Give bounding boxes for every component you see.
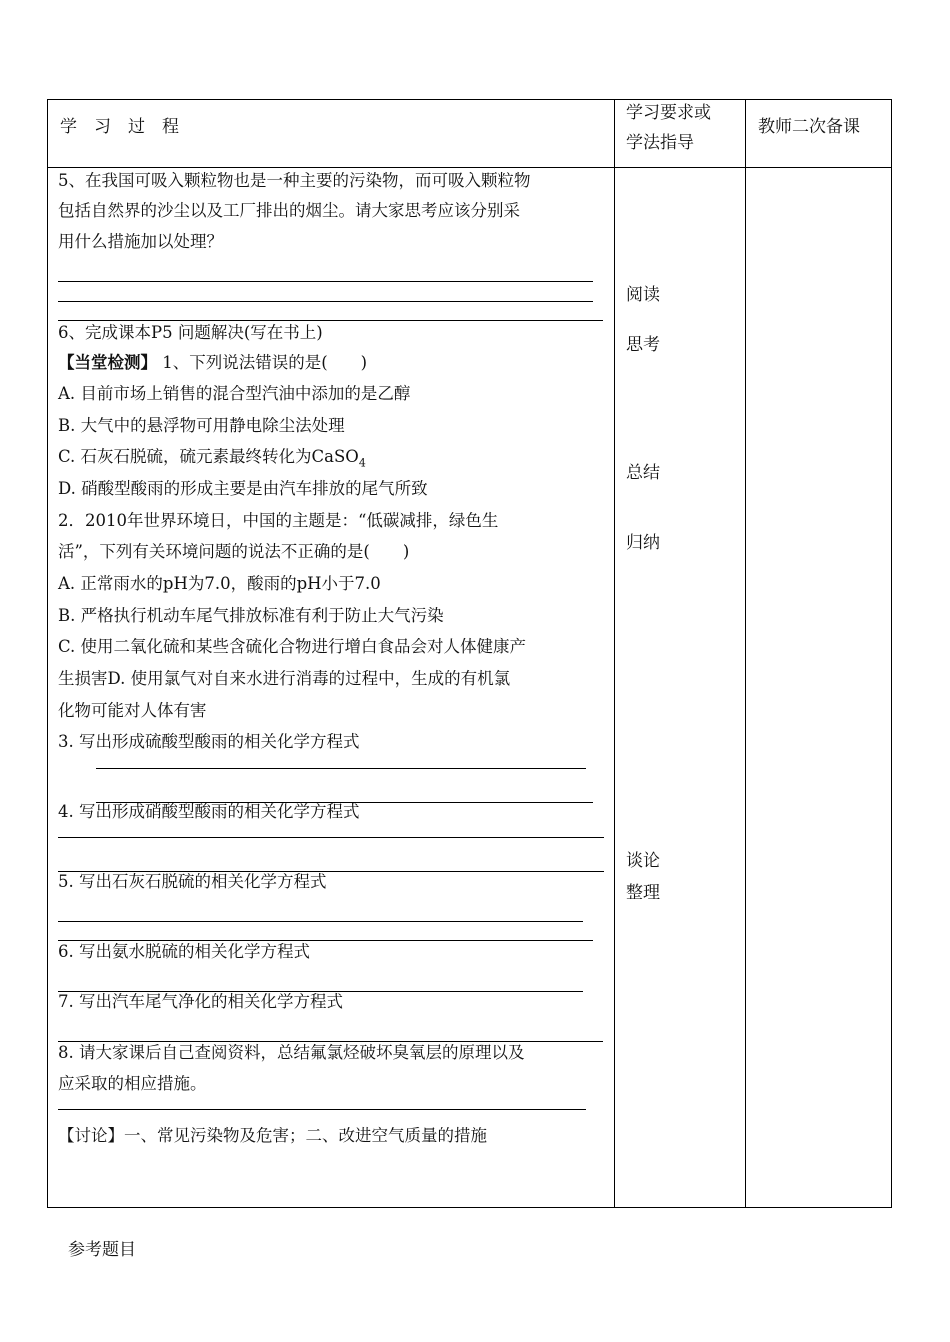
q6b-text: 6. 写出氨水脱硫的相关化学方程式 bbox=[58, 942, 310, 961]
check-q1-text: 1、下列说法错误的是( ) bbox=[157, 353, 368, 372]
check-q1 bbox=[58, 350, 367, 376]
q5b-text: 5. 写出石灰石脱硫的相关化学方程式 bbox=[58, 872, 327, 891]
header-requirement-line1: 学习要求或 bbox=[626, 103, 711, 123]
answer-line bbox=[58, 837, 604, 838]
header-teacher-notes: 教师二次备课 bbox=[758, 117, 860, 137]
answer-line bbox=[58, 921, 583, 922]
answer-line bbox=[58, 281, 593, 282]
q1-option-a: A. 目前市场上销售的混合型汽油中添加的是乙醇 bbox=[58, 384, 411, 403]
q1-option-c-subscript: 4 bbox=[358, 456, 366, 470]
column-divider-1 bbox=[614, 100, 615, 1207]
q1-option-d: D. 硝酸型酸雨的形成主要是由汽车排放的尾气所致 bbox=[58, 479, 428, 498]
guide-organize: 整理 bbox=[626, 883, 660, 903]
answer-line bbox=[58, 301, 593, 302]
q2-line1: 2．2010年世界环境日，中国的主题是：“低碳减排，绿色生 bbox=[58, 511, 499, 530]
lesson-table bbox=[47, 99, 892, 1208]
q8-line2: 应采取的相应措施。 bbox=[58, 1074, 207, 1093]
header-process: 学 习 过 程 bbox=[60, 117, 179, 137]
column-divider-2 bbox=[745, 100, 746, 1207]
q1-option-c-text: C. 石灰石脱硫，硫元素最终转化为CaSO bbox=[58, 447, 359, 466]
q2-option-b: B. 严格执行机动车尾气排放标准有利于防止大气污染 bbox=[58, 606, 444, 625]
q4-text: 4. 写出形成硝酸型酸雨的相关化学方程式 bbox=[58, 802, 360, 821]
q6-text: 6、完成课本P5 问题解决(写在书上) bbox=[58, 323, 323, 342]
q5-line1: 5、在我国可吸入颗粒物也是一种主要的污染物，而可吸入颗粒物 bbox=[58, 171, 531, 190]
q3-text: 3. 写出形成硫酸型酸雨的相关化学方程式 bbox=[58, 732, 360, 751]
answer-line bbox=[96, 768, 586, 769]
header-requirement-line2: 学法指导 bbox=[626, 133, 694, 153]
q1-option-b: B. 大气中的悬浮物可用静电除尘法处理 bbox=[58, 416, 345, 435]
reference-questions-label: 参考题目 bbox=[68, 1240, 136, 1260]
q7-text: 7. 写出汽车尾气净化的相关化学方程式 bbox=[58, 992, 343, 1011]
q2-option-c-line2: 生损害D. 使用氯气对自来水进行消毒的过程中，生成的有机氯 bbox=[58, 669, 511, 688]
q2-option-a: A. 正常雨水的pH为7.0，酸雨的pH小于7.0 bbox=[58, 574, 381, 593]
q8-line1: 8. 请大家课后自己查阅资料，总结氟氯烃破坏臭氧层的原理以及 bbox=[58, 1043, 525, 1062]
guide-conclude: 归纳 bbox=[626, 533, 660, 553]
guide-think: 思考 bbox=[626, 335, 660, 355]
guide-summarize: 总结 bbox=[626, 463, 660, 483]
check-tag: 【当堂检测】 bbox=[58, 353, 157, 372]
q1-option-c bbox=[58, 444, 366, 476]
q2-line2: 活”，下列有关环境问题的说法不正确的是( ) bbox=[58, 542, 410, 561]
q2-option-c-line1: C. 使用二氧化硫和某些含硫化合物进行增白食品会对人体健康产 bbox=[58, 637, 527, 656]
answer-line bbox=[58, 1109, 586, 1110]
guide-discuss: 谈论 bbox=[626, 851, 660, 871]
guide-read: 阅读 bbox=[626, 285, 660, 305]
q5-line2: 包括自然界的沙尘以及工厂排出的烟尘。请大家思考应该分别采 bbox=[58, 201, 520, 220]
q5-line3: 用什么措施加以处理？ bbox=[58, 232, 223, 251]
discussion-text: 【讨论】一、常见污染物及危害；二、改进空气质量的措施 bbox=[58, 1126, 487, 1145]
q2-option-c-line3: 化物可能对人体有害 bbox=[58, 701, 207, 720]
